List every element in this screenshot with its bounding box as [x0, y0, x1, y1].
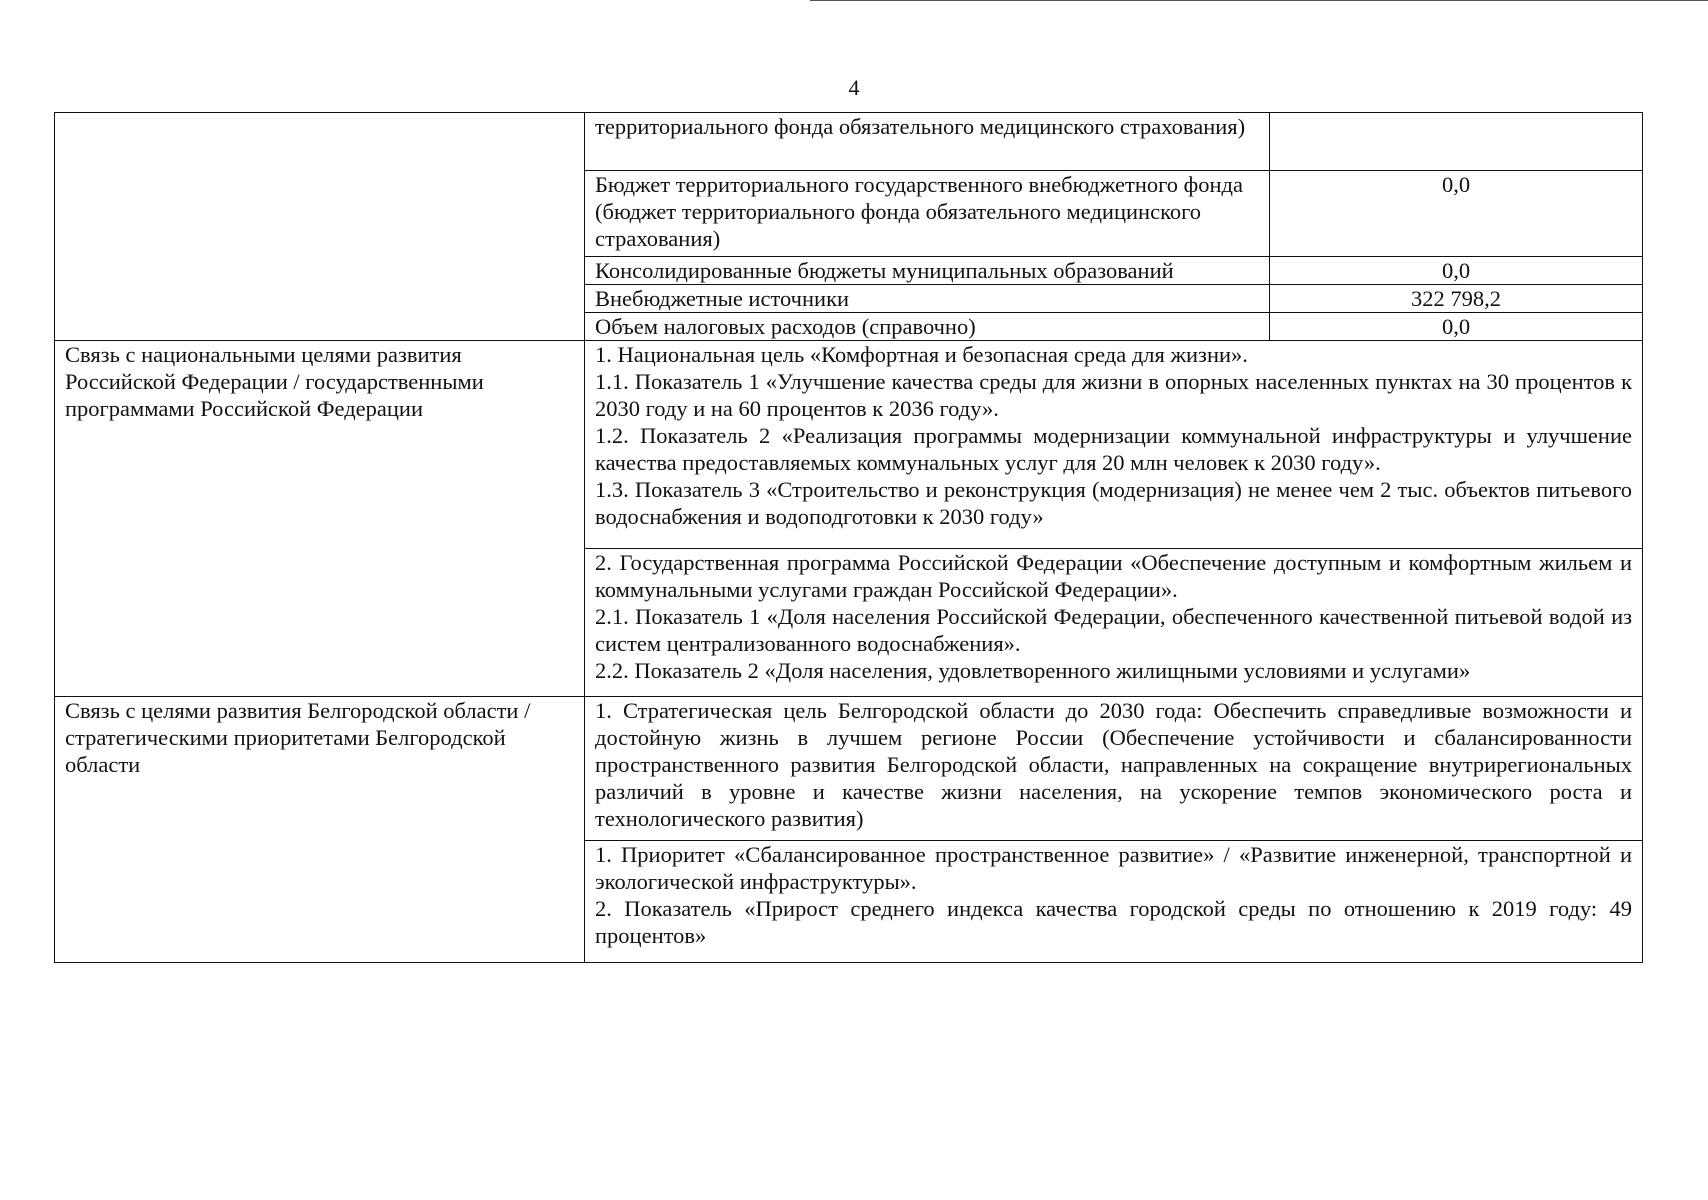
- passport-table: [54, 112, 1643, 963]
- block-paragraph: 2. Государственная программа Российской Федерации «Обеспечение доступным и комфортным жильем и коммунальными услугами граждан Российской Федерации».: [595, 550, 1632, 602]
- top-rule: [810, 0, 1708, 1]
- block-paragraph: 2.2. Показатель 2 «Доля населения, удовлетворенного жилищными условиями и услугами»: [595, 658, 1471, 683]
- finance-source: территориального фонда обязательного медицинского страхования): [585, 113, 1270, 171]
- block-paragraph: 1.2. Показатель 2 «Реализация программы модернизации коммунальной инфраструктуры и улучшение качества предоставляемых коммунальных услуг для 20 млн человек к 2030 году».: [595, 423, 1632, 475]
- block-paragraph: 2. Показатель «Прирост среднего индекса качества городской среды по отношению к 2019 году: 49 процентов»: [595, 896, 1632, 948]
- regional-priority-block: [585, 841, 1643, 963]
- state-program-block: [585, 549, 1643, 697]
- finance-source: Консолидированные бюджеты муниципальных образований: [585, 257, 1270, 285]
- block-paragraph: 1. Национальная цель «Комфортная и безопасная среда для жизни».: [595, 342, 1248, 367]
- finance-source: Объем налоговых расходов (справочно): [585, 313, 1270, 341]
- regional-row: [55, 697, 1643, 841]
- national-goal-block: [585, 341, 1643, 549]
- block-paragraph: 1.3. Показатель 3 «Строительство и реконструкция (модернизация) не менее чем 2 тыс. объектов питьевого водоснабжения и водоподготовки к 2030 году»: [595, 477, 1632, 529]
- finance-amount: 322 798,2: [1270, 285, 1643, 313]
- national-label: Связь с национальными целями развития Российской Федерации / государственными программами Российской Федерации: [55, 341, 585, 697]
- page-number: 4: [848, 75, 860, 100]
- block-paragraph: 2.1. Показатель 1 «Доля населения Российской Федерации, обеспеченного качественной питьевой водой из систем централизованного водоснабжения».: [595, 604, 1632, 656]
- block-paragraph: 1. Стратегическая цель Белгородской области до 2030 года: Обеспечить справедливые возможности и достойную жизнь в лучшем регионе России (Обеспечение устойчивости и сбалансированности пространственного развития Белгородской области, направленных на сокращение внутрирегиональных различий в уровне и качестве жизни населения, на ускорение темпов экономического роста и технологического развития): [595, 698, 1632, 831]
- finance-row: [55, 113, 1643, 171]
- finance-amount: [1270, 113, 1643, 171]
- finance-label-cell: [55, 113, 585, 341]
- block-paragraph: 1.1. Показатель 1 «Улучшение качества среды для жизни в опорных населенных пунктах на 30 процентов к 2030 году и на 60 процентов к 2036 году».: [595, 369, 1632, 421]
- finance-amount: 0,0: [1270, 257, 1643, 285]
- block-paragraph: 1. Приоритет «Сбалансированное пространственное развитие» / «Развитие инженерной, транспортной и экологической инфраструктуры».: [595, 842, 1632, 894]
- finance-source: Бюджет территориального государственного внебюджетного фонда (бюджет территориального фонда обязательного медицинского страхования): [585, 171, 1270, 257]
- finance-amount: 0,0: [1270, 313, 1643, 341]
- regional-goal-block: [585, 697, 1643, 841]
- national-row: [55, 341, 1643, 549]
- finance-source: Внебюджетные источники: [585, 285, 1270, 313]
- regional-label: Связь с целями развития Белгородской области / стратегическими приоритетами Белгородской области: [55, 697, 585, 963]
- finance-amount: 0,0: [1270, 171, 1643, 257]
